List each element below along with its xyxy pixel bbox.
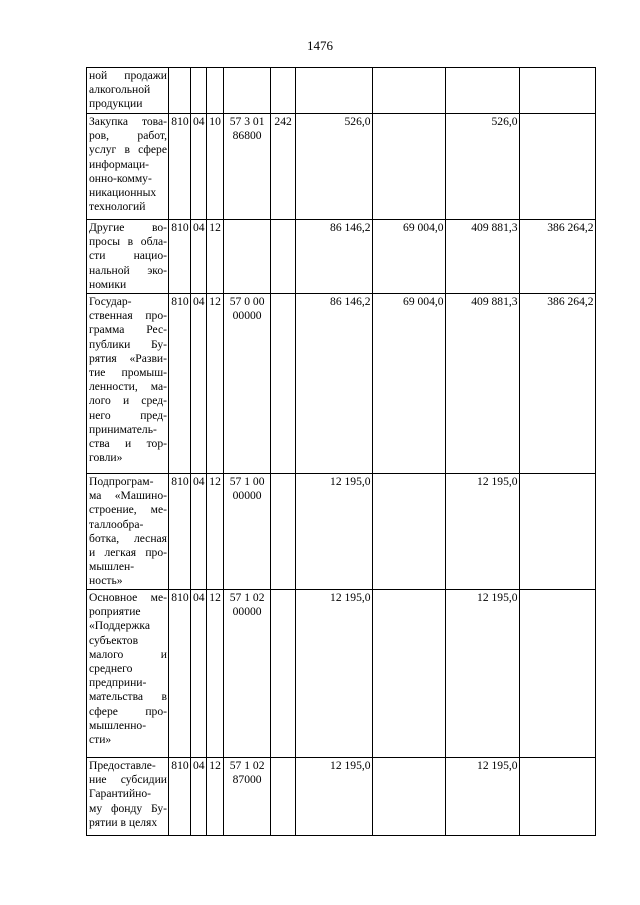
row-name-line: ма «Машино- <box>89 489 167 503</box>
amount-cell: 86 146,2 <box>295 220 372 294</box>
subsection-code-cell: 12 <box>206 758 223 836</box>
row-name-line: среднего <box>89 662 133 676</box>
row-name-line: сфере про- <box>89 704 167 718</box>
subsection-code-cell: 12 <box>206 294 223 474</box>
row-name-line: мышленно- <box>89 718 147 732</box>
target-article-part: 87000 <box>232 773 262 787</box>
row-name-line: рятия «Разви- <box>89 351 167 365</box>
target-article-cell <box>223 294 270 474</box>
row-name-line: просы в обла- <box>89 235 167 249</box>
target-article-cell <box>223 114 270 220</box>
expense-type-cell <box>270 590 295 758</box>
target-article-part: 57 1 02 <box>229 759 265 772</box>
row-name-line: малого и <box>89 647 167 661</box>
row-name-line: нальной эко- <box>89 263 167 277</box>
amount-cell: 386 264,2 <box>519 220 595 294</box>
row-name-line: ность» <box>89 574 123 588</box>
subsection-code-cell: 12 <box>206 474 223 590</box>
amount-cell <box>519 68 595 114</box>
row-name-line: ние субсидии <box>89 773 167 787</box>
row-name-line: услуг в сфере <box>89 143 167 157</box>
row-name-line: Основное ме- <box>89 591 167 604</box>
amount-cell: 409 881,3 <box>445 220 519 294</box>
row-name-line: «Поддержка <box>89 619 150 633</box>
gov-code-cell: 810 <box>169 294 191 474</box>
amount-cell <box>519 114 595 220</box>
gov-code-cell: 810 <box>169 114 191 220</box>
row-name-cell <box>87 590 169 758</box>
gov-code-cell: 810 <box>169 590 191 758</box>
row-name-line: му фонду Бу- <box>89 801 167 815</box>
target-article-cell <box>223 220 270 294</box>
row-name-line: Закупка това- <box>89 115 167 128</box>
row-name-line: грамма Рес- <box>89 323 167 337</box>
row-name-line: Подпрограм- <box>89 475 154 488</box>
row-name-line: него пред- <box>89 408 167 422</box>
amount-cell <box>372 68 445 114</box>
amount-cell <box>372 758 445 836</box>
subsection-code-cell: 12 <box>206 220 223 294</box>
subsection-code-cell: 10 <box>206 114 223 220</box>
table-row <box>87 68 596 114</box>
amount-cell <box>372 590 445 758</box>
section-code-cell: 04 <box>191 590 207 758</box>
row-name-cell <box>87 758 169 836</box>
amount-cell <box>372 474 445 590</box>
row-name-line: таллообра- <box>89 517 144 531</box>
expense-type-cell: 242 <box>270 114 295 220</box>
row-name-cell <box>87 68 169 114</box>
row-name-line: ства и тор- <box>89 437 167 451</box>
subsection-code-cell: 12 <box>206 590 223 758</box>
section-code-cell: 04 <box>191 220 207 294</box>
row-name-line: алкогольной <box>89 83 151 97</box>
target-article-cell <box>223 68 270 114</box>
amount-cell: 12 195,0 <box>295 590 372 758</box>
amount-cell: 526,0 <box>295 114 372 220</box>
row-name-line: сти» <box>89 733 112 747</box>
row-name-line: строение, ме- <box>89 503 167 517</box>
row-name-line: мательства в <box>89 690 167 704</box>
row-name-line: предприни- <box>89 676 147 690</box>
row-name-line: ботка, лесная <box>89 531 167 545</box>
section-code-cell: 04 <box>191 758 207 836</box>
subsection-code-cell <box>206 68 223 114</box>
gov-code-cell <box>169 68 191 114</box>
row-name-line: лого и сред- <box>89 394 167 408</box>
target-article-part: 00000 <box>232 489 262 503</box>
row-name-line: Гарантийно- <box>89 787 152 801</box>
amount-cell <box>519 758 595 836</box>
target-article-part: 57 1 00 <box>229 475 265 488</box>
expense-type-cell <box>270 474 295 590</box>
row-name-line: никационных <box>89 186 157 200</box>
amount-cell: 12 195,0 <box>295 474 372 590</box>
row-name-line: ной продажи <box>89 69 167 82</box>
target-article-cell <box>223 758 270 836</box>
expense-type-cell <box>270 220 295 294</box>
table-row <box>87 474 596 590</box>
row-name-line: субъектов <box>89 633 139 647</box>
table-row <box>87 758 596 836</box>
row-name-line: ственная про- <box>89 309 167 323</box>
target-article-part: 00000 <box>232 605 262 619</box>
row-name-line: роприятие <box>89 605 141 619</box>
amount-cell: 386 264,2 <box>519 294 595 474</box>
budget-table <box>86 67 596 836</box>
row-name-line: технологий <box>89 200 146 214</box>
row-name-line: Другие во- <box>89 221 167 234</box>
expense-type-cell <box>270 68 295 114</box>
row-name-line: продукции <box>89 97 143 111</box>
table-row <box>87 590 596 758</box>
row-name-line: онно-комму- <box>89 171 152 185</box>
section-code-cell: 04 <box>191 294 207 474</box>
row-name-line: рятии в целях <box>89 815 158 829</box>
section-code-cell: 04 <box>191 114 207 220</box>
row-name-line: публики Бу- <box>89 337 167 351</box>
amount-cell <box>519 590 595 758</box>
table-row <box>87 220 596 294</box>
gov-code-cell: 810 <box>169 220 191 294</box>
amount-cell: 69 004,0 <box>372 294 445 474</box>
row-name-line: информаци- <box>89 157 150 171</box>
row-name-line: и легкая про- <box>89 546 167 560</box>
row-name-line: сти нацио- <box>89 249 167 263</box>
gov-code-cell: 810 <box>169 474 191 590</box>
amount-cell: 12 195,0 <box>445 474 519 590</box>
amount-cell: 409 881,3 <box>445 294 519 474</box>
row-name-cell <box>87 220 169 294</box>
row-name-line: тие промыш- <box>89 366 167 380</box>
row-name-line: номики <box>89 277 127 291</box>
amount-cell: 86 146,2 <box>295 294 372 474</box>
row-name-line: говли» <box>89 451 123 465</box>
row-name-line: приниматель- <box>89 422 157 436</box>
row-name-line: мышлен- <box>89 560 135 574</box>
amount-cell <box>295 68 372 114</box>
row-name-cell <box>87 114 169 220</box>
table-row <box>87 114 596 220</box>
section-code-cell <box>191 68 207 114</box>
amount-cell <box>519 474 595 590</box>
amount-cell: 12 195,0 <box>445 590 519 758</box>
expense-type-cell <box>270 758 295 836</box>
section-code-cell: 04 <box>191 474 207 590</box>
row-name-line: Предоставле- <box>89 759 156 772</box>
row-name-line: ленности, ма- <box>89 380 167 394</box>
table-row <box>87 294 596 474</box>
target-article-part: 57 3 01 <box>229 115 265 128</box>
gov-code-cell: 810 <box>169 758 191 836</box>
target-article-part: 86800 <box>232 129 262 143</box>
target-article-part: 57 0 00 <box>229 295 265 308</box>
amount-cell: 69 004,0 <box>372 220 445 294</box>
row-name-cell <box>87 294 169 474</box>
row-name-cell <box>87 474 169 590</box>
target-article-cell <box>223 590 270 758</box>
amount-cell: 12 195,0 <box>445 758 519 836</box>
expense-type-cell <box>270 294 295 474</box>
page-number: 1476 <box>307 38 333 53</box>
target-article-cell <box>223 474 270 590</box>
amount-cell: 12 195,0 <box>295 758 372 836</box>
target-article-part: 00000 <box>232 309 262 323</box>
target-article-part: 57 1 02 <box>229 591 265 604</box>
amount-cell <box>372 114 445 220</box>
row-name-line: Государ- <box>89 295 132 308</box>
amount-cell: 526,0 <box>445 114 519 220</box>
row-name-line: ров, работ, <box>89 129 167 143</box>
amount-cell <box>445 68 519 114</box>
